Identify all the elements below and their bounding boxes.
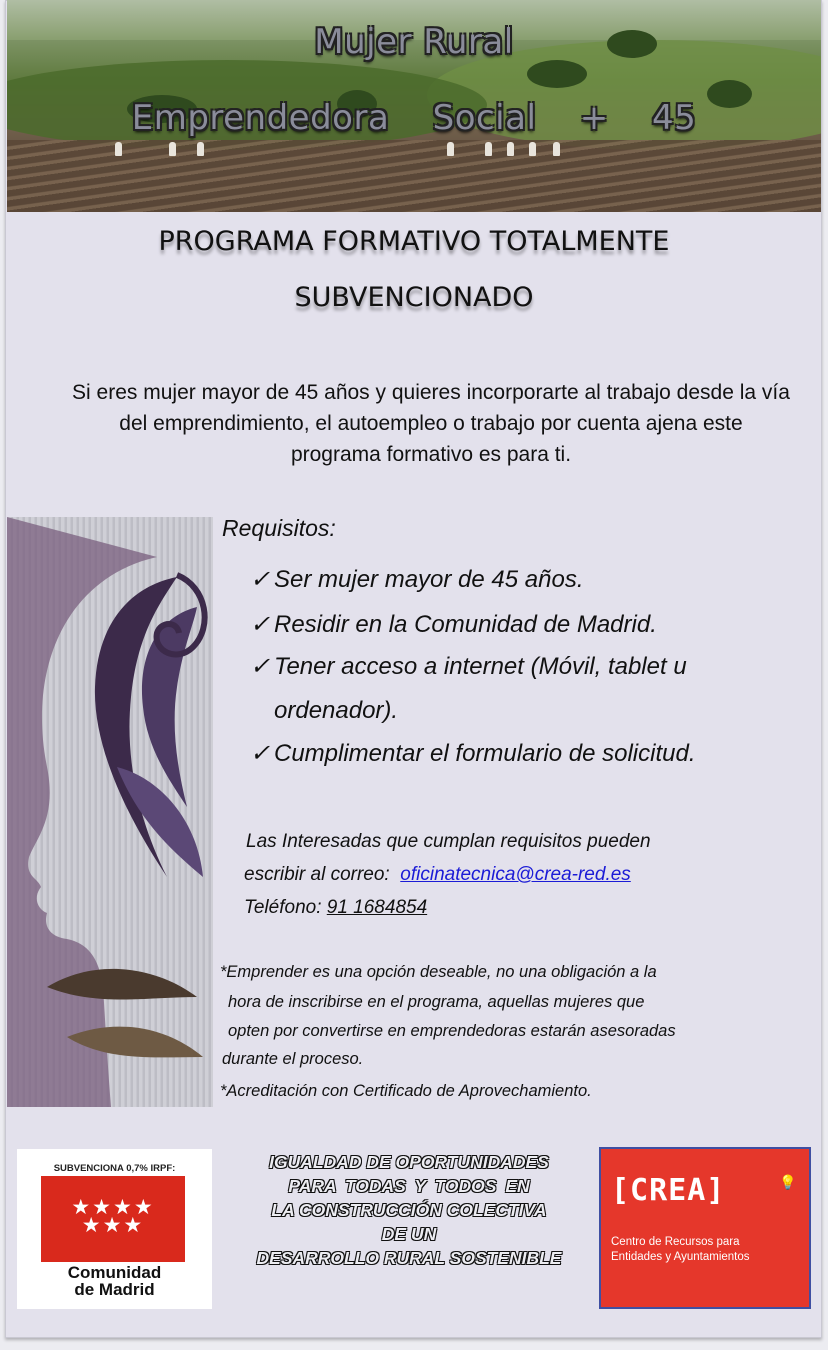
- note-line: opten por convertirse en emprendedoras estarán asesoradas: [228, 1022, 676, 1040]
- headline-line1: PROGRAMA FORMATIVO TOTALMENTE: [158, 226, 670, 257]
- requirements-title: Requisitos:: [222, 515, 336, 541]
- cm-subtitle: SUBVENCIONA 0,7% IRPF:: [53, 1163, 176, 1174]
- stars-icon: ★★★★ ★★★: [71, 1195, 155, 1237]
- intro-line1: Si eres mujer mayor de 45 años y quieres incorporarte al trabajo desde la vía: [72, 381, 790, 404]
- crea-description: Centro de Recursos para Entidades y Ayuntamientos: [611, 1236, 750, 1263]
- slogan-line: PARA TODAS Y TODOS EN: [288, 1176, 530, 1196]
- banner-title-line2: Emprendedora Social + 45: [131, 98, 697, 138]
- note-certificate: *Acreditación con Certificado de Aprovechamiento.: [220, 1082, 592, 1100]
- slogan-line: IGUALDAD DE OPORTUNIDADES: [269, 1152, 549, 1172]
- email-label: escribir al correo:: [244, 864, 390, 885]
- requirement-item: ✓ Tener acceso a internet (Móvil, tablet u ordenador).: [250, 645, 810, 733]
- banner-title-line1: Mujer Rural: [314, 22, 514, 62]
- slogan-line: DE UN: [381, 1224, 437, 1244]
- intro-paragraph: [50, 377, 812, 470]
- cm-name: Comunidad de Madrid: [67, 1263, 162, 1299]
- crea-wordmark: [CREA]: [611, 1173, 726, 1208]
- email-link[interactable]: oficinatecnica@crea-red.es: [400, 864, 631, 885]
- contact-intro: Las Interesadas que cumplan requisitos pueden: [246, 831, 651, 852]
- comunidad-madrid-logo: [17, 1149, 212, 1309]
- note-line: hora de inscribirse en el programa, aquellas mujeres que: [228, 993, 645, 1011]
- contact-email-line: [244, 864, 631, 886]
- requirement-item: ✓ Cumplimentar el formulario de solicitud.: [250, 732, 810, 776]
- slogan-line: LA CONSTRUCCIÓN COLECTIVA: [271, 1200, 547, 1220]
- slogan-line: DESARROLLO RURAL SOSTENIBLE: [256, 1248, 562, 1268]
- requirement-item: ✓ Residir en la Comunidad de Madrid.: [250, 603, 810, 647]
- banner-photo: [7, 0, 821, 212]
- intro-line2: del emprendimiento, el autoempleo o trabajo por cuenta ajena este: [119, 412, 743, 435]
- note-line: durante el proceso.: [222, 1050, 364, 1068]
- woman-profile-illustration: [7, 517, 213, 1107]
- check-icon: ✓: [250, 740, 271, 767]
- slogan: [214, 1150, 604, 1270]
- check-icon: ✓: [250, 611, 271, 638]
- check-icon: ✓: [250, 566, 271, 593]
- phone-number[interactable]: 91 1684854: [326, 897, 428, 918]
- note-line: *Emprender es una opción deseable, no una obligación a la: [220, 963, 657, 981]
- madrid-flag: [41, 1176, 185, 1262]
- contact-phone-line: [244, 897, 427, 919]
- crea-logo: [599, 1147, 811, 1309]
- requirement-item: ✓ Ser mujer mayor de 45 años.: [250, 558, 810, 602]
- check-icon: ✓: [250, 653, 271, 680]
- intro-line3: programa formativo es para ti.: [290, 443, 572, 466]
- lightbulb-icon: 💡: [779, 1175, 797, 1191]
- phone-label: Teléfono:: [244, 897, 322, 918]
- headline-line2: SUBVENCIONADO: [294, 282, 534, 313]
